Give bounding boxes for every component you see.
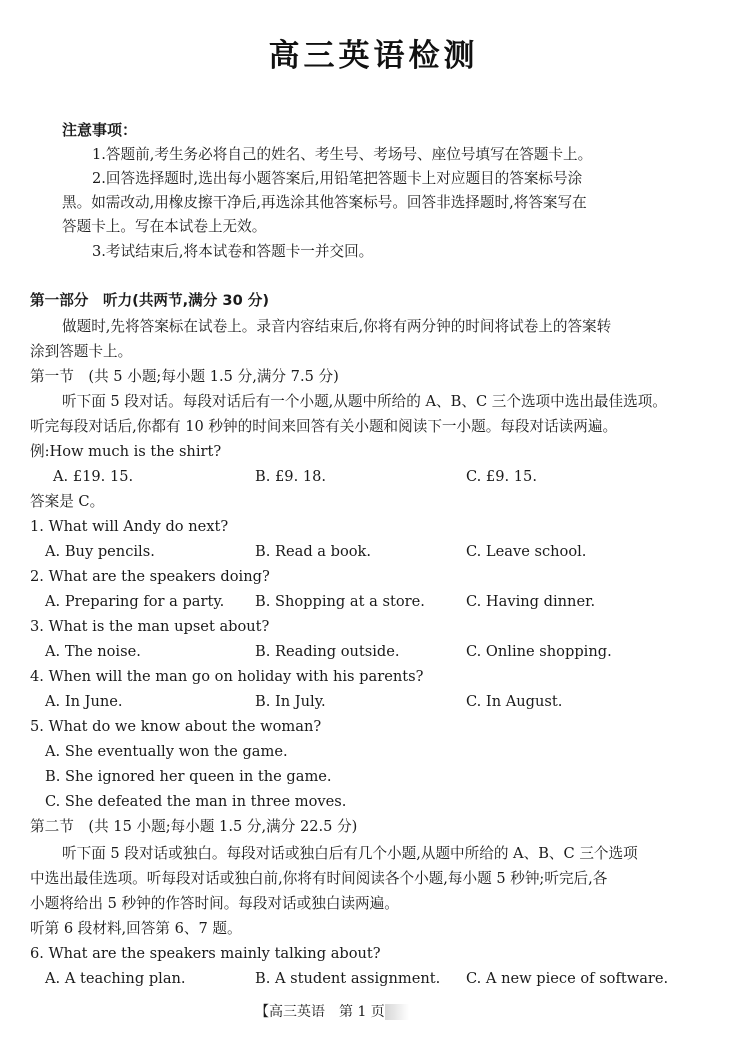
section2-heading: 第二节 (共 15 小题;每小题 1.5 分,满分 22.5 分) xyxy=(30,818,358,835)
section2-intro-1: 听下面 5 段对话或独白。每段对话或独白后有几个小题,从题中所给的 A、B、C 三个选项 xyxy=(62,845,638,862)
question-5: 5. What do we know about the woman? xyxy=(30,718,322,735)
notice-item-3: 3.考试结束后,将本试卷和答题卡一并交回。 xyxy=(92,243,374,260)
q4-option-b: B. In July. xyxy=(255,693,326,710)
part1-intro-2: 涂到答题卡上。 xyxy=(30,343,133,360)
notice-item-1: 1.答题前,考生务必将自己的姓名、考生号、考场号、座位号填写在答题卡上。 xyxy=(92,146,593,163)
q6-option-b: B. A student assignment. xyxy=(255,970,441,987)
notice-item-2-cont: 黑。如需改动,用橡皮擦干净后,再选涂其他答案标号。回答非选择题时,将答案写在 xyxy=(62,194,587,211)
q3-option-b: B. Reading outside. xyxy=(255,643,400,660)
q1-option-b: B. Read a book. xyxy=(255,543,372,560)
footer-fade xyxy=(385,1004,409,1020)
q6-option-c: C. A new piece of software. xyxy=(466,970,669,987)
notice-item-2: 2.回答选择题时,选出每小题答案后,用铅笔把答题卡上对应题目的答案标号涂 xyxy=(92,170,583,187)
q1-option-c: C. Leave school. xyxy=(466,543,587,560)
example-option-a: A. £19. 15. xyxy=(53,468,134,485)
section1-heading: 第一节 (共 5 小题;每小题 1.5 分,满分 7.5 分) xyxy=(30,368,339,385)
page-title: 高三英语检测 xyxy=(268,38,479,74)
q5-option-a: A. She eventually won the game. xyxy=(45,743,288,760)
q6-option-a: A. A teaching plan. xyxy=(45,970,186,987)
example-option-b: B. £9. 18. xyxy=(255,468,327,485)
q3-option-c: C. Online shopping. xyxy=(466,643,612,660)
question-1: 1. What will Andy do next? xyxy=(30,518,229,535)
question-6: 6. What are the speakers mainly talking about? xyxy=(30,945,381,962)
notice-item-2-cont2: 答题卡上。写在本试卷上无效。 xyxy=(62,218,267,235)
question-3: 3. What is the man upset about? xyxy=(30,618,270,635)
page-footer xyxy=(255,1003,409,1021)
q1-option-a: A. Buy pencils. xyxy=(45,543,155,560)
section2-intro-3: 小题将给出 5 秒钟的作答时间。每段对话或独白读两遍。 xyxy=(30,895,399,912)
q5-option-b: B. She ignored her queen in the game. xyxy=(45,768,332,785)
part1-intro-1: 做题时,先将答案标在试卷上。录音内容结束后,你将有两分钟的时间将试卷上的答案转 xyxy=(62,318,612,335)
section1-intro-1: 听下面 5 段对话。每段对话后有一个小题,从题中所给的 A、B、C 三个选项中选出最佳选项。 xyxy=(62,393,667,410)
q2-option-b: B. Shopping at a store. xyxy=(255,593,425,610)
question-2: 2. What are the speakers doing? xyxy=(30,568,270,585)
q4-option-c: C. In August. xyxy=(466,693,563,710)
q3-option-a: A. The noise. xyxy=(45,643,141,660)
q2-option-c: C. Having dinner. xyxy=(466,593,596,610)
example-question: 例:How much is the shirt? xyxy=(30,443,222,460)
section2-material: 听第 6 段材料,回答第 6、7 题。 xyxy=(30,920,242,937)
notice-heading: 注意事项： xyxy=(62,121,138,139)
section2-intro-2: 中选出最佳选项。听每段对话或独白前,你将有时间阅读各个小题,每小题 5 秒钟;听完后,各 xyxy=(30,870,608,887)
part1-heading: 第一部分 听力(共两节,满分 30 分) xyxy=(30,292,270,309)
q2-option-a: A. Preparing for a party. xyxy=(45,593,225,610)
footer-text: 【高三英语 第 1 页 xyxy=(255,1004,385,1020)
section1-intro-2: 听完每段对话后,你都有 10 秒钟的时间来回答有关小题和阅读下一小题。每段对话读两遍。 xyxy=(30,418,618,435)
question-4: 4. When will the man go on holiday with his parents? xyxy=(30,668,424,685)
example-answer: 答案是 C。 xyxy=(30,493,105,510)
q4-option-a: A. In June. xyxy=(45,693,123,710)
example-option-c: C. £9. 15. xyxy=(466,468,537,485)
q5-option-c: C. She defeated the man in three moves. xyxy=(45,793,347,810)
